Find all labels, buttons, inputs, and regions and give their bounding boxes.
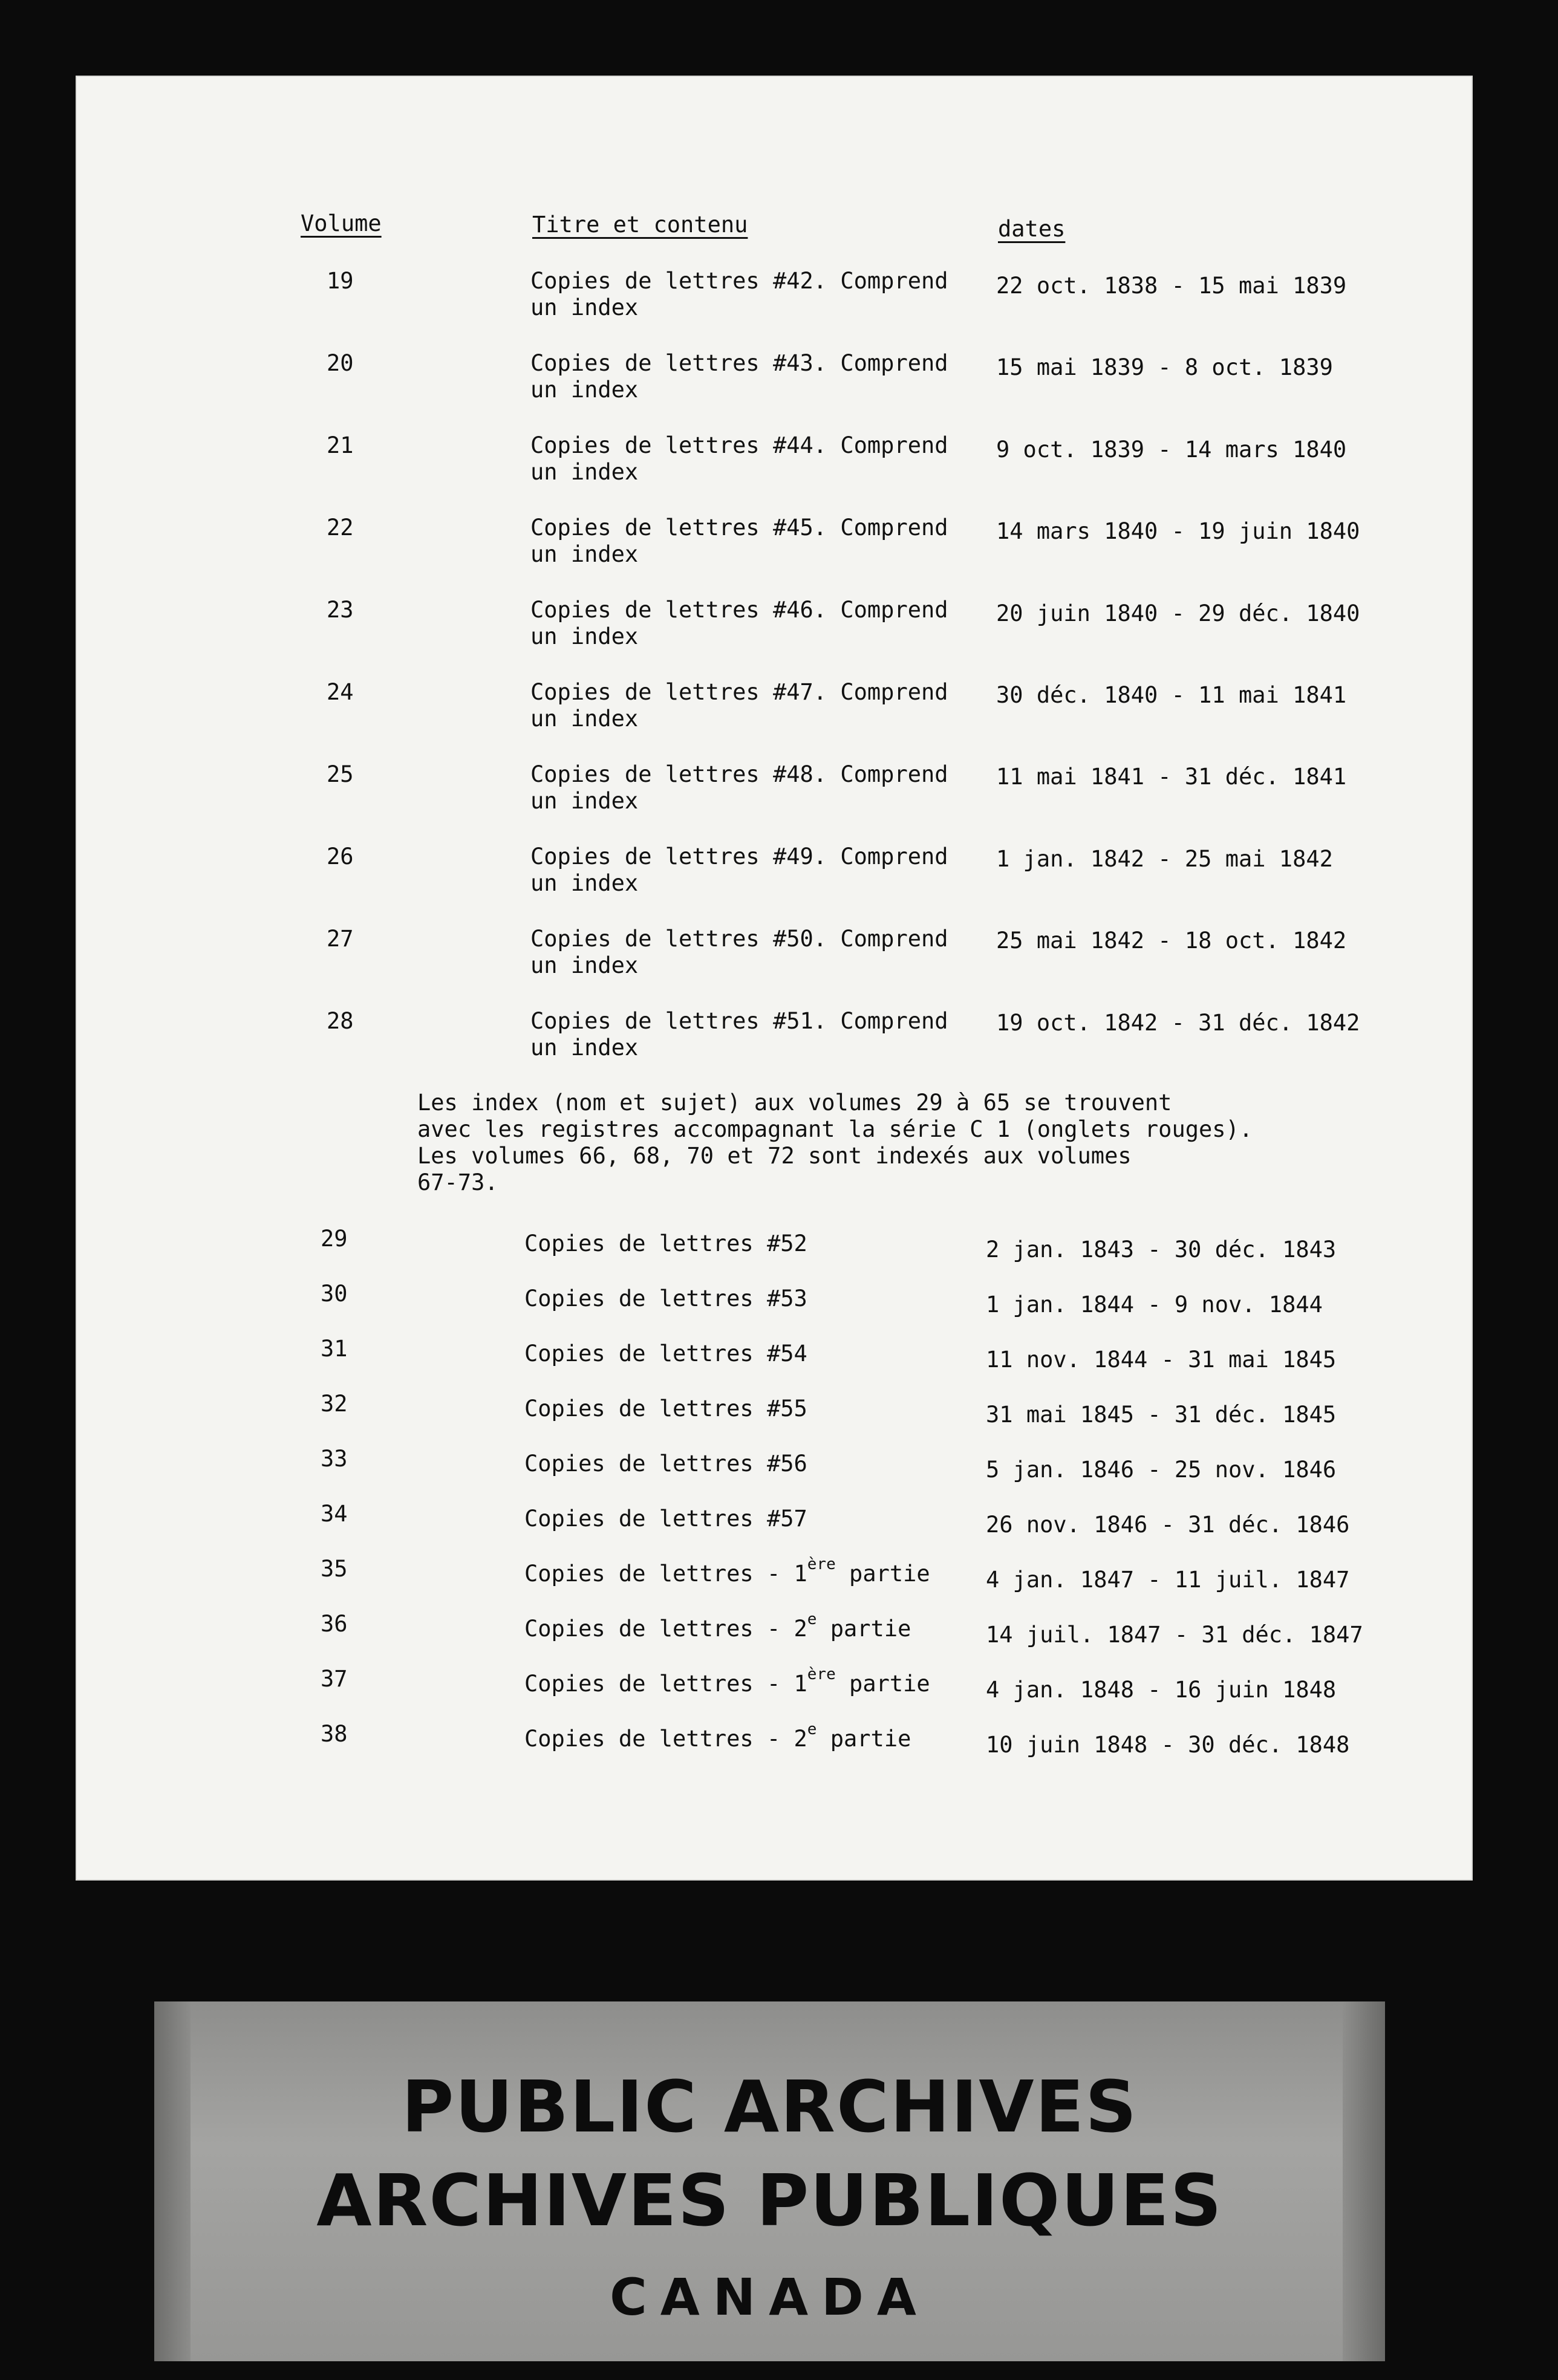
row-title bbox=[524, 1610, 911, 1642]
title-text: Copies de lettres - 2 bbox=[524, 1616, 807, 1642]
volume-number: 36 bbox=[321, 1611, 348, 1637]
row-dates: 9 oct. 1839 - 14 mars 1840 bbox=[996, 436, 1347, 463]
volume-number: 22 bbox=[327, 515, 354, 541]
row-title bbox=[524, 1451, 807, 1477]
row-dates: 4 jan. 1847 - 11 juil. 1847 bbox=[986, 1567, 1350, 1593]
volume-number: 31 bbox=[321, 1336, 348, 1362]
ordinal-superscript: e bbox=[807, 1720, 817, 1738]
row-title bbox=[530, 926, 948, 979]
title-line-1: Copies de lettres #45. Comprend bbox=[530, 515, 948, 541]
title-line-1: Copies de lettres #50. Comprend bbox=[530, 926, 948, 952]
title-line-1: Copies de lettres #46. Comprend bbox=[530, 597, 948, 623]
row-dates: 20 juin 1840 - 29 déc. 1840 bbox=[996, 600, 1360, 626]
stamp-line-french: ARCHIVES PUBLIQUES bbox=[316, 2159, 1223, 2242]
row-title bbox=[530, 1008, 948, 1061]
title-line-1: Copies de lettres #44. Comprend bbox=[530, 432, 948, 458]
row-title bbox=[530, 761, 948, 814]
title-text: Copies de lettres #53 bbox=[524, 1286, 807, 1312]
title-tail: partie bbox=[816, 1726, 911, 1752]
row-title bbox=[524, 1286, 807, 1312]
title-tail: partie bbox=[835, 1671, 930, 1697]
title-tail: partie bbox=[816, 1616, 911, 1642]
row-dates: 14 juil. 1847 - 31 déc. 1847 bbox=[986, 1622, 1363, 1648]
row-dates: 1 jan. 1844 - 9 nov. 1844 bbox=[986, 1292, 1323, 1318]
row-title bbox=[524, 1231, 807, 1257]
title-line-2: un index bbox=[530, 952, 639, 978]
ordinal-superscript: ère bbox=[807, 1665, 836, 1683]
title-line-2: un index bbox=[530, 377, 639, 403]
ordinal-superscript: ère bbox=[807, 1555, 836, 1573]
row-dates: 22 oct. 1838 - 15 mai 1839 bbox=[996, 273, 1347, 299]
row-title bbox=[524, 1665, 930, 1697]
volume-number: 27 bbox=[327, 926, 354, 952]
title-line-1: Copies de lettres #47. Comprend bbox=[530, 679, 948, 705]
header-dates: dates bbox=[998, 216, 1066, 242]
row-dates: 4 jan. 1848 - 16 juin 1848 bbox=[986, 1677, 1337, 1703]
row-title bbox=[530, 268, 948, 321]
row-dates: 10 juin 1848 - 30 déc. 1848 bbox=[986, 1732, 1350, 1758]
title-line-1: Copies de lettres #43. Comprend bbox=[530, 350, 948, 376]
volume-number: 19 bbox=[327, 268, 354, 294]
volume-number: 20 bbox=[327, 350, 354, 376]
volume-number: 24 bbox=[327, 679, 354, 705]
row-dates: 2 jan. 1843 - 30 déc. 1843 bbox=[986, 1237, 1337, 1263]
title-text: Copies de lettres #52 bbox=[524, 1231, 807, 1257]
row-title bbox=[524, 1506, 807, 1532]
volume-number: 29 bbox=[321, 1226, 348, 1252]
row-title bbox=[524, 1396, 807, 1422]
row-dates: 25 mai 1842 - 18 oct. 1842 bbox=[996, 928, 1347, 954]
archives-stamp bbox=[154, 2001, 1385, 2361]
title-text: Copies de lettres #55 bbox=[524, 1396, 807, 1422]
row-dates: 19 oct. 1842 - 31 déc. 1842 bbox=[996, 1009, 1360, 1036]
volume-number: 38 bbox=[321, 1721, 348, 1747]
document-page bbox=[76, 76, 1473, 1881]
index-note: Les index (nom et sujet) aux volumes 29 à 65 se trouvent avec les registres accompagnant la série C 1 (onglets rouges). Les volumes 66, 68, 70 et 72 sont indexés aux volumes 67-73. bbox=[417, 1090, 1253, 1195]
title-line-2: un index bbox=[530, 459, 639, 485]
row-title bbox=[530, 597, 948, 650]
stamp-line-english: PUBLIC ARCHIVES bbox=[401, 2065, 1138, 2148]
title-text: Copies de lettres #54 bbox=[524, 1341, 807, 1367]
row-dates: 1 jan. 1842 - 25 mai 1842 bbox=[996, 845, 1333, 872]
volume-number: 26 bbox=[327, 844, 354, 870]
volume-number: 25 bbox=[327, 761, 354, 787]
volume-number: 23 bbox=[327, 597, 354, 623]
row-title bbox=[524, 1555, 930, 1587]
title-line-2: un index bbox=[530, 870, 639, 896]
row-title bbox=[530, 350, 948, 403]
volume-number: 35 bbox=[321, 1556, 348, 1582]
volume-number: 30 bbox=[321, 1281, 348, 1307]
title-line-2: un index bbox=[530, 788, 639, 814]
volume-number: 37 bbox=[321, 1666, 348, 1692]
volume-number: 32 bbox=[321, 1391, 348, 1417]
title-line-1: Copies de lettres #48. Comprend bbox=[530, 761, 948, 787]
row-title bbox=[530, 679, 948, 732]
title-tail: partie bbox=[835, 1561, 930, 1587]
row-dates: 30 déc. 1840 - 11 mai 1841 bbox=[996, 682, 1347, 708]
title-line-1: Copies de lettres #49. Comprend bbox=[530, 844, 948, 870]
title-line-2: un index bbox=[530, 1035, 639, 1061]
row-title bbox=[530, 844, 948, 897]
volume-number: 21 bbox=[327, 432, 354, 458]
row-dates: 11 mai 1841 - 31 déc. 1841 bbox=[996, 764, 1347, 790]
volume-number: 28 bbox=[327, 1008, 354, 1034]
row-dates: 31 mai 1845 - 31 déc. 1845 bbox=[986, 1402, 1337, 1428]
volume-number: 34 bbox=[321, 1501, 348, 1527]
header-volume: Volume bbox=[301, 210, 382, 236]
ordinal-superscript: e bbox=[807, 1610, 817, 1628]
title-line-2: un index bbox=[530, 541, 639, 567]
title-text: Copies de lettres #57 bbox=[524, 1506, 807, 1532]
title-text: Copies de lettres #56 bbox=[524, 1451, 807, 1477]
row-dates: 5 jan. 1846 - 25 nov. 1846 bbox=[986, 1457, 1337, 1483]
row-title bbox=[524, 1720, 911, 1752]
row-title bbox=[530, 515, 948, 568]
row-dates: 15 mai 1839 - 8 oct. 1839 bbox=[996, 354, 1333, 381]
title-text: Copies de lettres - 1 bbox=[524, 1561, 807, 1587]
title-line-1: Copies de lettres #51. Comprend bbox=[530, 1008, 948, 1034]
title-line-2: un index bbox=[530, 294, 639, 320]
row-title bbox=[530, 432, 948, 486]
title-text: Copies de lettres - 2 bbox=[524, 1726, 807, 1752]
title-line-2: un index bbox=[530, 623, 639, 649]
title-line-2: un index bbox=[530, 706, 639, 732]
row-title bbox=[524, 1341, 807, 1367]
title-text: Copies de lettres - 1 bbox=[524, 1671, 807, 1697]
header-title: Titre et contenu bbox=[532, 212, 748, 238]
row-dates: 11 nov. 1844 - 31 mai 1845 bbox=[986, 1347, 1337, 1373]
stamp-line-country: CANADA bbox=[610, 2268, 930, 2327]
volume-number: 33 bbox=[321, 1446, 348, 1472]
title-line-1: Copies de lettres #42. Comprend bbox=[530, 268, 948, 294]
row-dates: 14 mars 1840 - 19 juin 1840 bbox=[996, 518, 1360, 545]
row-dates: 26 nov. 1846 - 31 déc. 1846 bbox=[986, 1512, 1350, 1538]
